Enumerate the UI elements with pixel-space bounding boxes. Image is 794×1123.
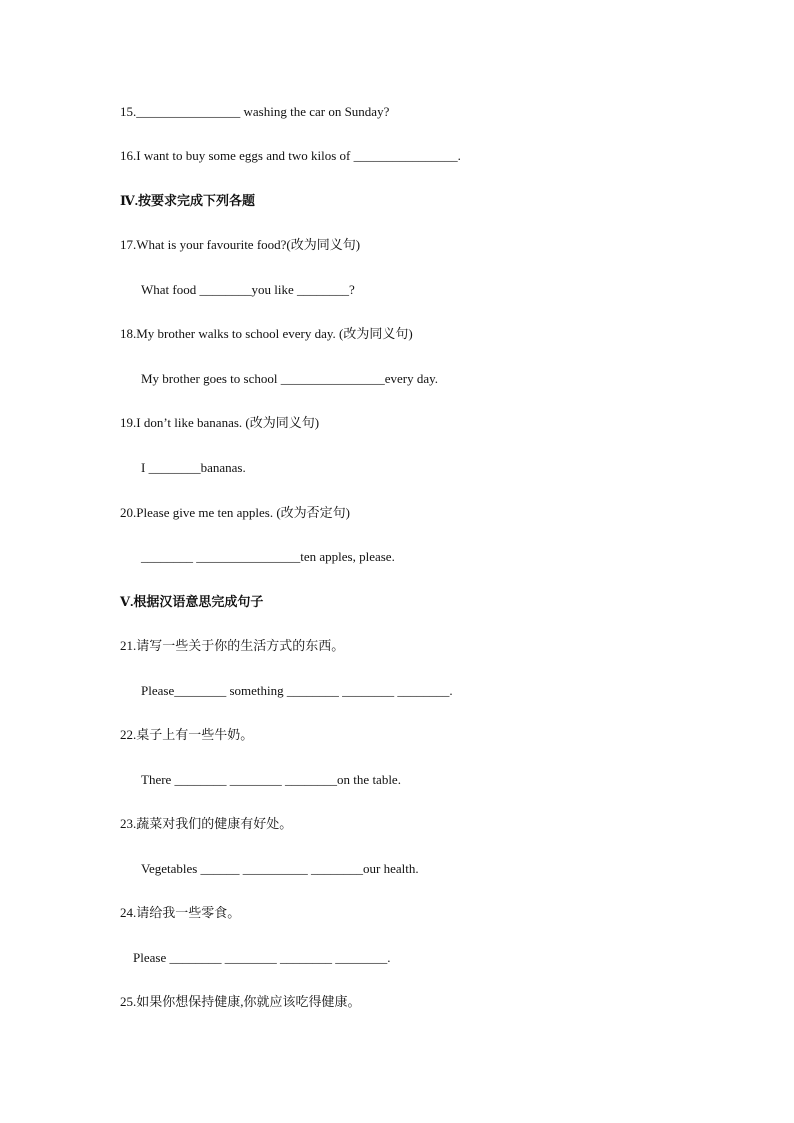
answer-20: ________ ________________ten apples, please. — [141, 549, 395, 564]
question-22: 22.桌子上有一些牛奶。 — [120, 727, 254, 742]
question-20: 20.Please give me ten apples. (改为否定句) — [120, 505, 350, 520]
question-16: 16.I want to buy some eggs and two kilos of ________________. — [120, 148, 461, 163]
section-5-heading: Ⅴ.根据汉语意思完成句子 — [120, 594, 264, 609]
answer-18: My brother goes to school ________________every day. — [141, 371, 439, 386]
question-15: 15.________________ washing the car on Sunday? — [120, 104, 390, 119]
answer-24: Please ________ ________ ________ ________. — [133, 950, 391, 965]
section-4-heading: Ⅳ.按要求完成下列各题 — [120, 193, 256, 208]
question-21: 21.请写一些关于你的生活方式的东西。 — [120, 638, 345, 653]
question-23: 23.蔬菜对我们的健康有好处。 — [120, 816, 293, 831]
answer-23: Vegetables ______ __________ ________our health. — [141, 861, 419, 876]
answer-17: What food ________you like ________? — [141, 282, 355, 297]
question-24: 24.请给我一些零食。 — [120, 905, 241, 920]
question-25: 25.如果你想保持健康,你就应该吃得健康。 — [120, 994, 361, 1009]
question-17: 17.What is your favourite food?(改为同义句) — [120, 237, 361, 252]
answer-21: Please________ something ________ ________ ________. — [141, 683, 453, 698]
answer-19: I ________bananas. — [141, 460, 246, 475]
answer-22: There ________ ________ ________on the table. — [141, 772, 401, 787]
question-18: 18.My brother walks to school every day. (改为同义句) — [120, 326, 413, 341]
question-19: 19.I don’t like bananas. (改为同义句) — [120, 415, 320, 430]
